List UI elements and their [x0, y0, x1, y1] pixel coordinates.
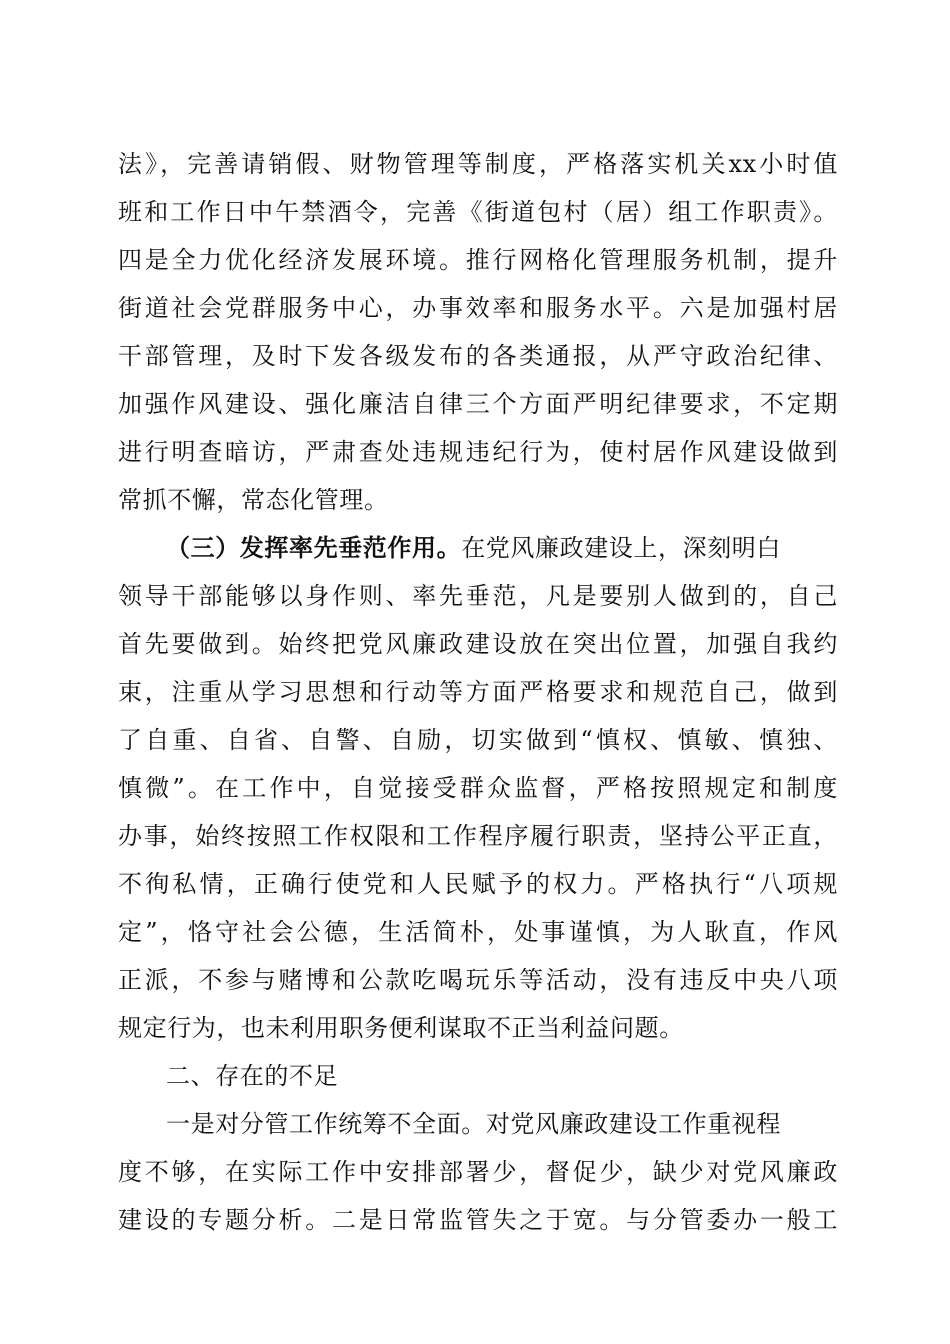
section-three-lead-text: 在党风廉政建设上，深刻明白	[461, 534, 782, 562]
point-one-heading: 一是对分管工作统筹不全面。	[166, 1110, 486, 1138]
text-line: 法》，完善请销假、财物管理等制度，严格落实机关xx小时值	[118, 150, 838, 178]
text-line: 定”，恪守社会公德，生活简朴，处事谨慎，为人耿直，作风	[118, 918, 838, 946]
text-line: 度不够，在实际工作中安排部署少，督促少，缺少对党风廉政	[118, 1158, 838, 1186]
text-line: 加强作风建设、强化廉洁自律三个方面严明纪律要求，不定期	[118, 390, 838, 418]
text-line: 了自重、自省、自警、自励，切实做到“慎权、慎敏、慎独、	[118, 726, 838, 754]
point-one-paragraph-start	[166, 1102, 838, 1146]
text-line: 班和工作日中午禁酒令，完善《街道包村（居）组工作职责》。	[118, 198, 838, 226]
section-three-heading: （三）发挥率先垂范作用。	[166, 533, 462, 562]
text-line: 四是全力优化经济发展环境。推行网格化管理服务机制，提升	[118, 246, 838, 274]
text-line: 建设的专题分析。二是日常监管失之于宽。与分管委办一般工	[118, 1206, 838, 1234]
text-line: 慎微”。在工作中，自觉接受群众监督，严格按照规定和制度	[118, 774, 838, 802]
text-line: 规定行为，也未利用职务便利谋取不正当利益问题。	[118, 1014, 684, 1042]
text-line: 束，注重从学习思想和行动等方面严格要求和规范自己，做到	[118, 678, 838, 706]
point-one-lead-text: 对党风廉政建设工作重视程	[485, 1110, 782, 1138]
text-line: 首先要做到。始终把党风廉政建设放在突出位置，加强自我约	[118, 630, 838, 658]
text-line: 办事，始终按照工作权限和工作程序履行职责，坚持公平正直，	[118, 822, 838, 850]
text-line: 正派，不参与赌博和公款吃喝玩乐等活动，没有违反中央八项	[118, 966, 838, 994]
text-line: 干部管理，及时下发各级发布的各类通报，从严守政治纪律、	[118, 342, 838, 370]
section-two-heading: 二、存在的不足	[166, 1062, 339, 1090]
text-line: 进行明查暗访，严肃查处违规违纪行为，使村居作风建设做到	[118, 438, 838, 466]
text-line: 街道社会党群服务中心，办事效率和服务水平。六是加强村居	[118, 294, 838, 322]
section-three-paragraph-start	[166, 526, 838, 570]
text-line: 常抓不懈，常态化管理。	[118, 486, 389, 514]
text-line: 不徇私情，正确行使党和人民赋予的权力。严格执行“八项规	[118, 870, 838, 898]
text-line: 领导干部能够以身作则、率先垂范，凡是要别人做到的，自己	[118, 582, 838, 610]
